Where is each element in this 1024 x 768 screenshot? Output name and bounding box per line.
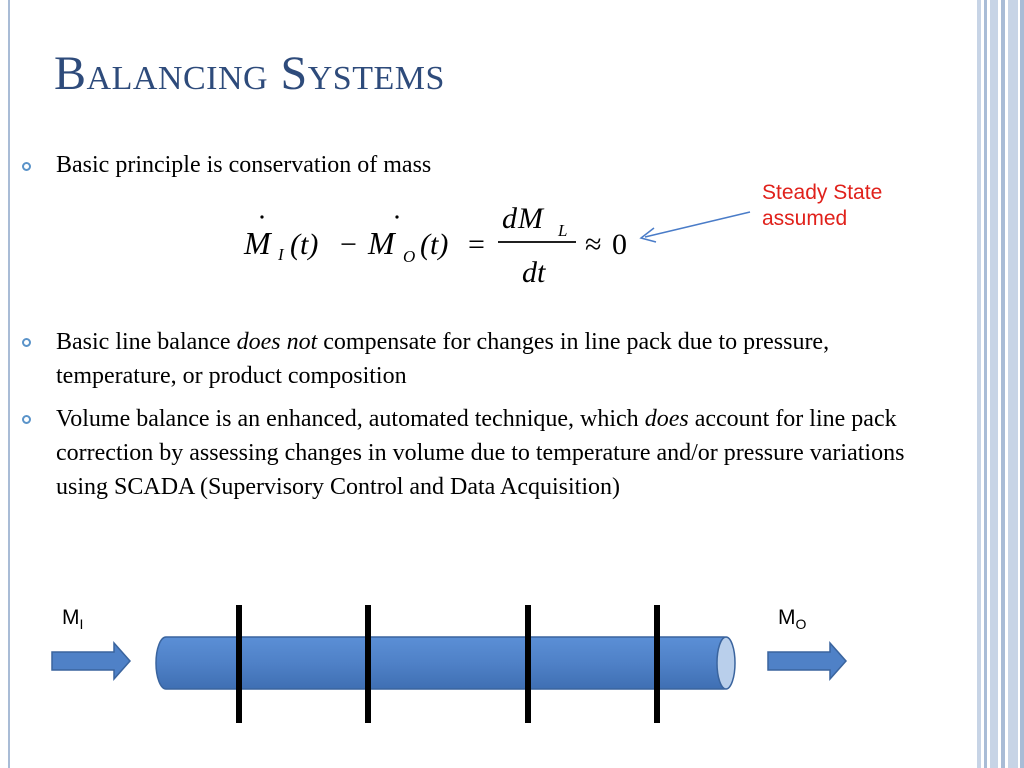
- mass-balance-equation: [240, 196, 660, 304]
- bullet-3-text-before: Volume balance is an enhanced, automated technique, which: [56, 406, 645, 432]
- inlet-label-sub: I: [79, 616, 84, 633]
- eq-numerator-sub: L: [558, 221, 568, 240]
- bullet-marker-2: [22, 338, 31, 347]
- eq-numerator-m: M: [518, 202, 543, 235]
- outlet-label-symbol: M: [778, 606, 796, 629]
- bullet-text-2: [56, 325, 916, 393]
- dot-over-m-in: [260, 215, 263, 218]
- decorative-side-stripes: [976, 0, 1024, 768]
- pipe-end-cap: [717, 637, 735, 689]
- bullet-text-3: [56, 402, 936, 504]
- bullet-2-text-italic: does not: [236, 329, 318, 355]
- annotation-arrow-line: [645, 212, 750, 237]
- eq-t-out: (t): [420, 228, 449, 261]
- eq-sub-out: O: [403, 247, 416, 266]
- segment-divider-1: [236, 605, 242, 723]
- bullet-3-text-italic: does: [644, 406, 689, 432]
- eq-t-in: (t): [290, 228, 319, 261]
- eq-m-in: M: [244, 225, 271, 261]
- bullet-text-1: [56, 148, 816, 182]
- outlet-label-sub: O: [795, 616, 807, 633]
- equation-graphic: [240, 196, 660, 296]
- bullet-2-text-after: compensate for changes in line pack due to pressure, temperature, or product composition: [56, 329, 830, 389]
- slide-title: Balancing Systems: [54, 47, 445, 100]
- eq-minus: −: [340, 228, 357, 261]
- bullet-marker-1: [22, 162, 31, 171]
- steady-state-annotation: Steady State assumed: [762, 181, 883, 230]
- inlet-label-symbol: M: [62, 606, 80, 629]
- segment-divider-2: [365, 605, 371, 723]
- dot-over-m-out: [395, 215, 398, 218]
- eq-approx: ≈: [585, 228, 602, 261]
- eq-zero: 0: [612, 228, 627, 261]
- outlet-flow-arrow: [768, 643, 846, 679]
- bullet-marker-3: [22, 415, 31, 424]
- segment-divider-4: [654, 605, 660, 723]
- eq-numerator-d: d: [502, 202, 517, 235]
- bullet-3-text-after: account for line pack correction by assessing changes in volume due to temperature and/or pressure variations using SCADA (Supervisory Control and Data Acquisition): [56, 406, 905, 500]
- eq-denominator: dt: [522, 256, 546, 289]
- inlet-label: [62, 606, 83, 632]
- pipe-body: [156, 637, 734, 689]
- bullet-2-text-before: Basic line balance: [56, 329, 237, 355]
- outlet-label: [778, 606, 806, 632]
- bullet-1-text: Basic principle is conservation of mass: [56, 152, 432, 178]
- inlet-flow-arrow: [52, 643, 130, 679]
- left-border-rule: [8, 0, 10, 768]
- eq-sub-in: I: [278, 245, 284, 264]
- eq-equals: =: [468, 228, 485, 261]
- eq-m-out: M: [368, 225, 395, 261]
- segment-divider-3: [525, 605, 531, 723]
